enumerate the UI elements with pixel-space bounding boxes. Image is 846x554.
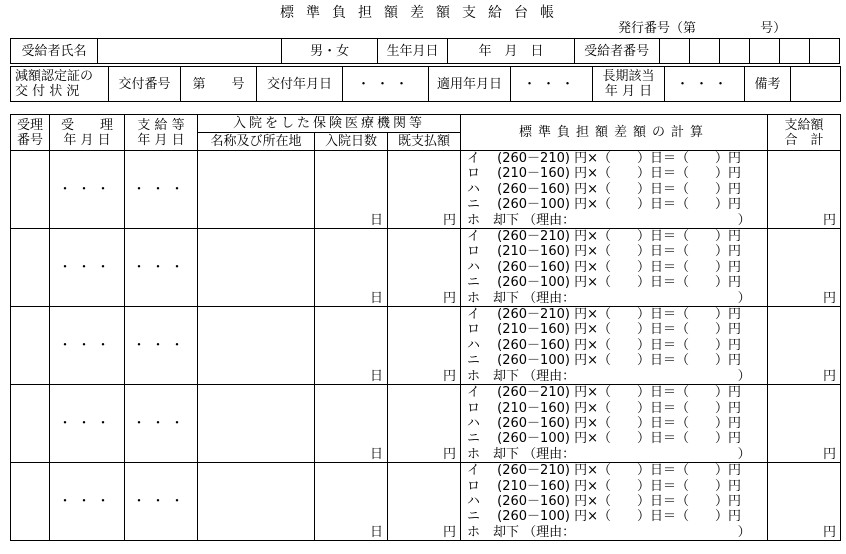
hospital-days-cell[interactable]: [315, 229, 388, 307]
long-term-label-line1: 長期該当: [602, 69, 655, 84]
calc-line-ro: ロ (210－160) 円×（ ）日＝（ ）円: [467, 166, 741, 182]
receipt-number-header-line2: 番号: [16, 132, 43, 148]
calc-line-ho: ホ 却下 （理由： ）: [467, 368, 751, 384]
calc-line-ho: ホ 却下 （理由： ）: [467, 446, 751, 462]
receipt-date-cell[interactable]: ・・・: [50, 151, 125, 229]
yen-unit: 円: [443, 369, 457, 385]
calc-line-i: イ (260－210) 円×（ ）日＝（ ）円: [467, 463, 741, 479]
calculation-cell[interactable]: [461, 151, 768, 229]
issue-number: [618, 17, 786, 36]
calc-line-ha: ハ (260－160) 円×（ ）日＝（ ）円: [467, 337, 741, 353]
reduction-cert-label-line1: 減額認定証の: [15, 69, 94, 84]
total-amount-cell[interactable]: [768, 229, 841, 307]
payment-date-cell[interactable]: ・・・: [125, 229, 198, 307]
paid-amount-cell[interactable]: [388, 463, 461, 541]
ledger-record-row: [11, 385, 841, 463]
institution-name-cell[interactable]: [198, 385, 315, 463]
calc-line-ro: ロ (210－160) 円×（ ）日＝（ ）円: [467, 400, 741, 416]
yen-unit: 円: [823, 213, 837, 229]
paid-amount-cell[interactable]: [388, 385, 461, 463]
page-title: 標準負担額差額支給台帳: [280, 5, 566, 21]
yen-unit: 円: [823, 291, 837, 307]
institution-name-cell[interactable]: [198, 151, 315, 229]
paid-amount-cell[interactable]: [388, 307, 461, 385]
yen-unit: 円: [823, 525, 837, 541]
receipt-number-cell[interactable]: [11, 307, 50, 385]
ledger-record-row: [11, 307, 841, 385]
paid-amount-cell[interactable]: [388, 229, 461, 307]
institution-name-cell[interactable]: [198, 229, 315, 307]
receipt-number-header-line1: 受理: [16, 117, 43, 133]
payment-date-cell[interactable]: ・・・: [125, 151, 198, 229]
receipt-date-cell[interactable]: ・・・: [50, 385, 125, 463]
ledger-record-row: [11, 229, 841, 307]
long-term-label-line2: 年 月 日: [604, 84, 653, 99]
receipt-date-header: [50, 115, 125, 151]
calc-line-i: イ (260－210) 円×（ ）日＝（ ）円: [467, 307, 741, 323]
ledger-record-row: [11, 151, 841, 229]
hospital-days-cell[interactable]: [315, 463, 388, 541]
day-unit: 日: [369, 447, 383, 463]
remarks-field[interactable]: [791, 67, 841, 102]
calc-line-ho: ホ 却下 （理由： ）: [467, 212, 751, 228]
calc-line-ni: ニ (260－100) 円×（ ）日＝（ ）円: [467, 197, 741, 213]
yen-unit: 円: [443, 213, 457, 229]
calculation-cell[interactable]: [461, 229, 768, 307]
sex-field[interactable]: 男・女: [282, 39, 377, 64]
hospital-days-cell[interactable]: [315, 307, 388, 385]
apply-date-field[interactable]: ・・・: [511, 67, 593, 102]
receipt-date-header-line2: 年 月 日: [63, 132, 111, 148]
institution-name-cell[interactable]: [198, 307, 315, 385]
calculation-cell[interactable]: [461, 463, 768, 541]
calc-line-ni: ニ (260－100) 円×（ ）日＝（ ）円: [467, 275, 741, 291]
yen-unit: 円: [823, 369, 837, 385]
calc-line-ha: ハ (260－160) 円×（ ）日＝（ ）円: [467, 493, 741, 509]
total-amount-cell[interactable]: [768, 307, 841, 385]
payment-date-header-line2: 年 月 日: [137, 132, 185, 148]
total-amount-cell[interactable]: [768, 463, 841, 541]
hospital-days-cell[interactable]: [315, 151, 388, 229]
issue-number-suffix: 号）: [760, 21, 787, 36]
recipient-number-digit[interactable]: [749, 39, 779, 64]
payment-date-cell[interactable]: ・・・: [125, 307, 198, 385]
calc-line-ni: ニ (260－100) 円×（ ）日＝（ ）円: [467, 509, 741, 525]
recipient-number-digit[interactable]: [779, 39, 809, 64]
ledger-table: [10, 114, 841, 541]
institution-name-header: 名称及び所在地: [198, 133, 315, 151]
calculation-cell[interactable]: [461, 385, 768, 463]
receipt-date-cell[interactable]: ・・・: [50, 463, 125, 541]
yen-unit: 円: [443, 447, 457, 463]
day-unit: 日: [369, 525, 383, 541]
payment-date-cell[interactable]: ・・・: [125, 385, 198, 463]
receipt-date-cell[interactable]: ・・・: [50, 307, 125, 385]
receipt-number-cell[interactable]: [11, 151, 50, 229]
long-term-date-field[interactable]: ・・・: [665, 67, 745, 102]
calculation-header: 標準負担額差額の計算: [461, 115, 768, 151]
calc-line-ha: ハ (260－160) 円×（ ）日＝（ ）円: [467, 415, 741, 431]
calc-line-ni: ニ (260－100) 円×（ ）日＝（ ）円: [467, 431, 741, 447]
birth-date-field[interactable]: 年 月 日: [448, 39, 574, 64]
ledger-record-row: [11, 463, 841, 541]
calc-line-ni: ニ (260－100) 円×（ ）日＝（ ）円: [467, 353, 741, 369]
recipient-number-digit[interactable]: [689, 39, 719, 64]
issue-number-field-label: 交付番号: [109, 67, 181, 102]
calc-line-ho: ホ 却下 （理由： ）: [467, 524, 751, 540]
calc-line-ha: ハ (260－160) 円×（ ）日＝（ ）円: [467, 259, 741, 275]
payment-date-header-line1: 支 給 等: [137, 117, 185, 133]
payment-date-cell[interactable]: ・・・: [125, 463, 198, 541]
day-unit: 日: [369, 213, 383, 229]
calc-line-ro: ロ (210－160) 円×（ ）日＝（ ）円: [467, 478, 741, 494]
recipient-number-digit[interactable]: [719, 39, 749, 64]
total-amount-header: [768, 115, 841, 151]
total-amount-cell[interactable]: [768, 385, 841, 463]
recipient-info-table: [10, 38, 840, 64]
calc-line-ho: ホ 却下 （理由： ）: [467, 290, 751, 306]
receipt-number-header: [11, 115, 50, 151]
yen-unit: 円: [443, 291, 457, 307]
hospital-days-header: 入院日数: [315, 133, 388, 151]
calc-line-i: イ (260－210) 円×（ ）日＝（ ）円: [467, 385, 741, 401]
issue-number-field[interactable]: 第 号: [181, 67, 257, 102]
paid-amount-header: 既支払額: [388, 133, 461, 151]
apply-date-label: 適用年月日: [429, 67, 511, 102]
calc-line-i: イ (260－210) 円×（ ）日＝（ ）円: [467, 151, 741, 166]
payment-date-header: [125, 115, 198, 151]
paid-amount-cell[interactable]: [388, 151, 461, 229]
calc-line-ha: ハ (260－160) 円×（ ）日＝（ ）円: [467, 181, 741, 197]
long-term-date-label: [593, 67, 665, 102]
day-unit: 日: [369, 291, 383, 307]
receipt-date-cell[interactable]: ・・・: [50, 229, 125, 307]
day-unit: 日: [369, 369, 383, 385]
total-amount-header-line2: 合 計: [784, 132, 824, 148]
receipt-number-cell[interactable]: [11, 385, 50, 463]
issue-date-label: 交付年月日: [257, 67, 343, 102]
receipt-number-cell[interactable]: [11, 463, 50, 541]
remarks-label: 備考: [745, 67, 791, 102]
total-amount-cell[interactable]: [768, 151, 841, 229]
calc-line-i: イ (260－210) 円×（ ）日＝（ ）円: [467, 229, 741, 245]
institution-header: 入院をした保険医療機関等: [198, 115, 461, 133]
recipient-number-digit[interactable]: [659, 39, 689, 64]
yen-unit: 円: [443, 525, 457, 541]
total-amount-header-line1: 支給額: [784, 117, 824, 133]
receipt-date-header-line1: 受 理: [60, 117, 113, 133]
hospital-days-cell[interactable]: [315, 385, 388, 463]
birth-date-label: 生年月日: [377, 39, 447, 64]
reduction-cert-status-label: [11, 67, 109, 102]
receipt-number-cell[interactable]: [11, 229, 50, 307]
issue-date-field[interactable]: ・・・: [343, 67, 429, 102]
calculation-cell[interactable]: [461, 307, 768, 385]
recipient-name-label: 受給者氏名: [11, 39, 98, 64]
calc-line-ro: ロ (210－160) 円×（ ）日＝（ ）円: [467, 322, 741, 338]
yen-unit: 円: [823, 447, 837, 463]
recipient-name-field[interactable]: [98, 39, 282, 64]
institution-name-cell[interactable]: [198, 463, 315, 541]
recipient-number-digit[interactable]: [809, 39, 839, 64]
certificate-info-table: [10, 66, 841, 102]
issue-number-label: 発行番号（第: [618, 21, 697, 36]
calc-line-ro: ロ (210－160) 円×（ ）日＝（ ）円: [467, 244, 741, 260]
recipient-number-label: 受給者番号: [574, 39, 659, 64]
reduction-cert-label-line2: 交 付 状 況: [15, 84, 80, 99]
